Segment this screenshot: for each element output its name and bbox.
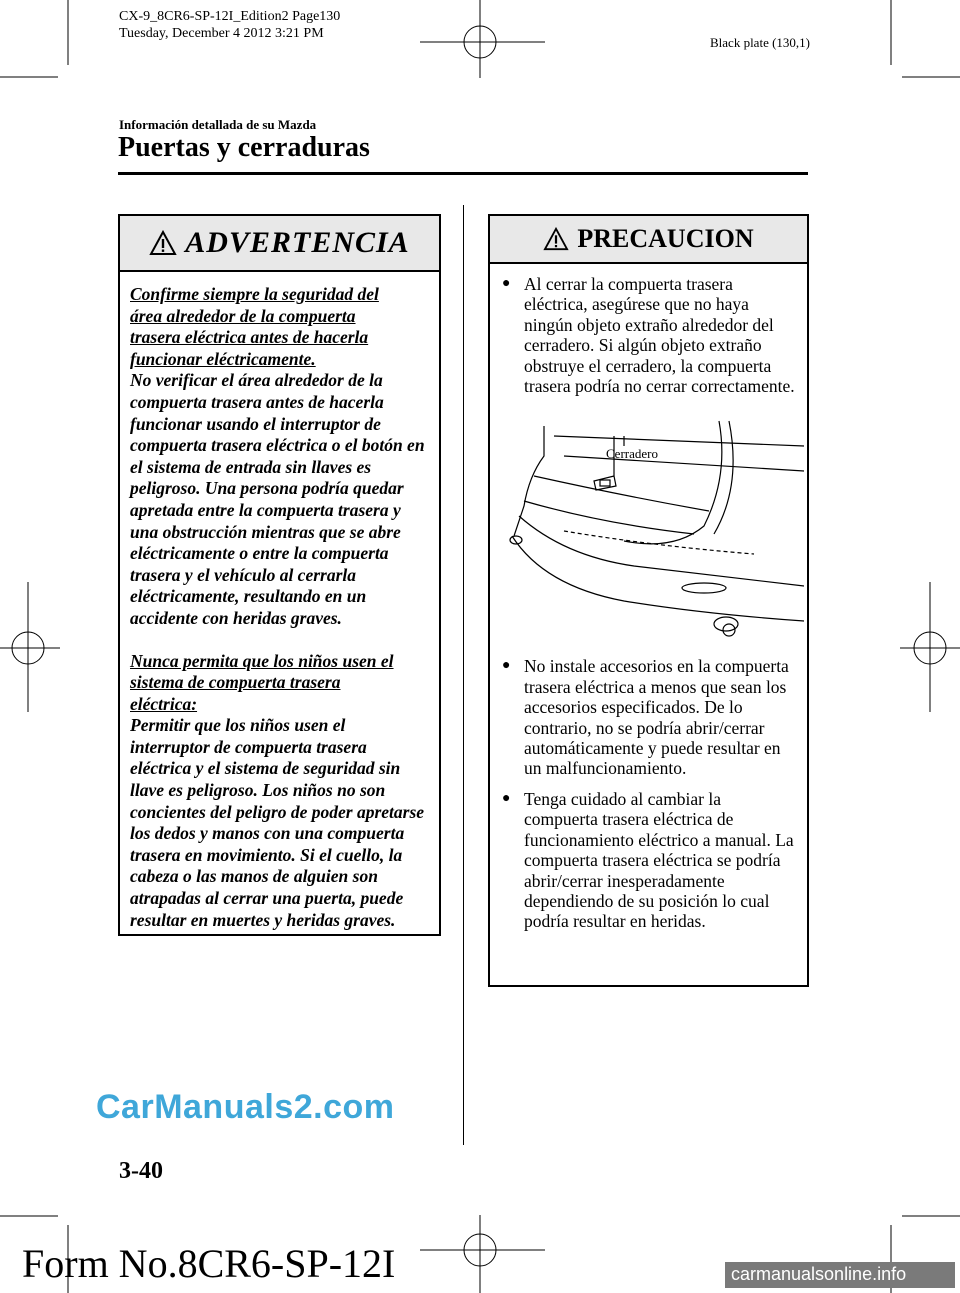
bullet-icon: ● — [502, 658, 511, 674]
timestamp: Tuesday, December 4 2012 3:21 PM — [119, 26, 324, 41]
warning-box — [118, 214, 441, 936]
title-rule — [118, 172, 808, 175]
watermark-text: CarManuals2.com — [96, 1088, 395, 1126]
watermark-url: carmanualsonline.info — [731, 1264, 907, 1284]
watermark-badge — [725, 1262, 955, 1288]
warning-p1-line: Confirme siempre la seguridad del — [130, 284, 379, 304]
caution-item — [494, 789, 799, 932]
warning-body — [120, 272, 439, 931]
warning-p2-line: sistema de compuerta trasera — [130, 672, 341, 693]
watermark-logo — [96, 1088, 441, 1138]
caution-item — [494, 656, 799, 778]
caution-body — [490, 264, 807, 932]
warning-p2-line: Nunca permita que los niños usen el — [130, 650, 394, 671]
caution-box — [488, 214, 809, 987]
warning-p1-line: trasera eléctrica antes de hacerla — [130, 327, 369, 348]
warning-p2-line: eléctrica: — [130, 693, 198, 714]
caution-title: PRECAUCION — [577, 224, 754, 253]
bullet-icon: ● — [502, 276, 511, 291]
caution-item-text: No instale accesorios en la compuerta trasera eléctrica a menos que sean los accesorios especificados. De lo contrario, no se podría abrir/cerrar automáticamente y puede resultar en un malfuncionamiento. — [524, 656, 789, 779]
warning-header — [120, 216, 439, 272]
caution-header — [490, 216, 807, 264]
caution-item — [494, 274, 799, 396]
doc-id: CX-9_8CR6-SP-12I_Edition2 Page130 — [119, 9, 341, 24]
warning-title: ADVERTENCIA — [185, 226, 410, 259]
tailgate-figure — [504, 416, 804, 644]
caution-item-text: Tenga cuidado al cambiar la compuerta trasera eléctrica de funcionamiento eléctrico a manual. La compuerta trasera eléctrica se podría abrir/cerrar inesperadamente dependiendo de su posición lo cual podría resultar en heridas. — [524, 788, 794, 932]
warning-p1-line: área alrededor de la compuerta — [130, 305, 356, 326]
warning-p1-body: No verificar el área alrededor de la compuerta trasera antes de hacerla funcionar usando el interruptor de compuerta trasera eléctrica o el botón en el sistema de entrada sin llaves es peligroso. Una persona podría quedar apretada entre la compuerta trasera y una obstrucción mientras que se abre eléctricamente o entre la compuerta trasera y el vehículo al cerrarla eléctricamente, resultando en un accidente con heridas graves. — [130, 370, 425, 628]
warning-icon — [149, 230, 177, 256]
caution-icon — [543, 227, 569, 251]
column-divider — [463, 205, 464, 1145]
warning-p1-line: funcionar eléctricamente. — [130, 348, 316, 369]
page-number: 3-40 — [119, 1158, 163, 1184]
form-number: Form No.8CR6-SP-12I — [22, 1241, 396, 1286]
page-title: Puertas y cerraduras — [118, 132, 370, 163]
section-subtitle: Información detallada de su Mazda — [119, 117, 317, 132]
warning-p2-body: Permitir que los niños usen el interruptor de compuerta trasera eléctrica y el sistema de seguridad sin llave es peligroso. Los niños no son concientes del peligro de poder apretarse los dedos y manos con una compuerta trasera en movimiento. Si el cuello, la cabeza o las manos de alguien son atrapadas al cerrar una puerta, puede resultar en muertes y heridas graves. — [130, 715, 425, 930]
plate-label: Black plate (130,1) — [710, 35, 810, 50]
bullet-icon: ● — [502, 790, 511, 806]
figure-label-cerradero: Cerradero — [606, 446, 658, 462]
caution-item-text: Al cerrar la compuerta trasera eléctrica, asegúrese que no haya ningún objeto extraño alrededor del cerradero. Si algún objeto extraño obstruye el cerradero, la compuerta trasera podría no cerrar correctamente. — [524, 274, 795, 397]
